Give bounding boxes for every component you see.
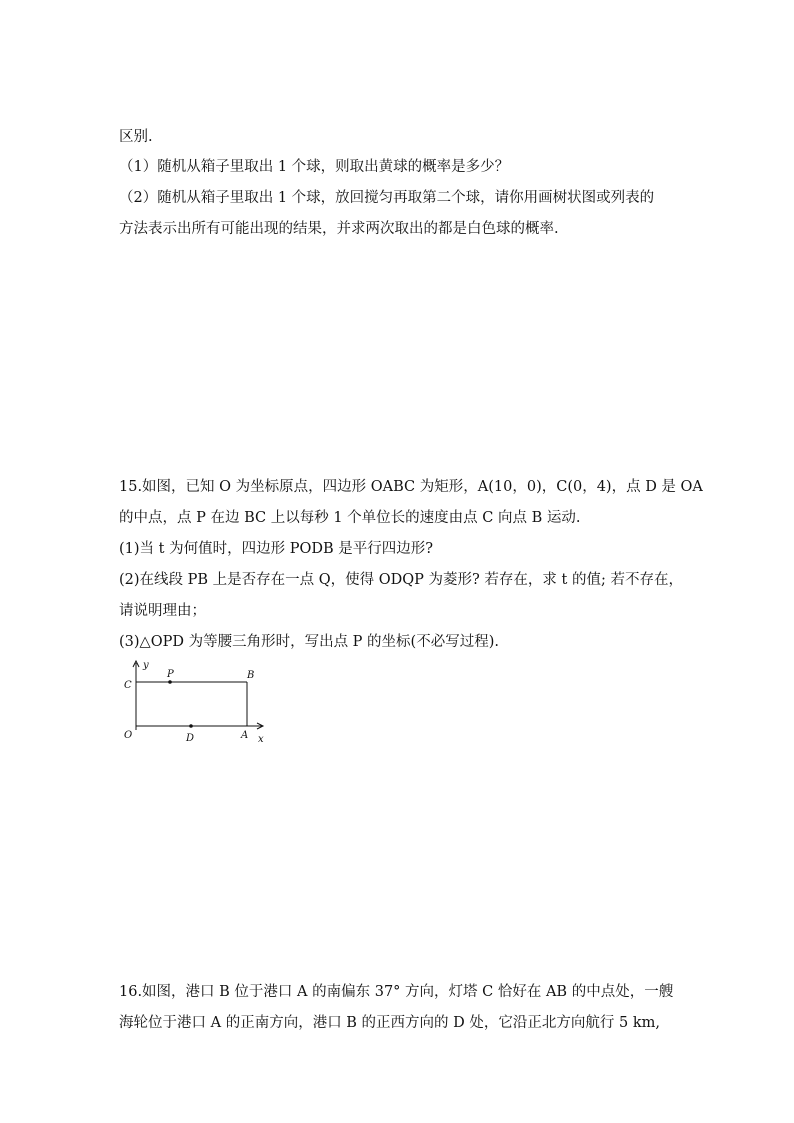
coordinate-diagram [119,658,269,750]
q14-part-2-line-1: （2）随机从箱子里取出 1 个球，放回搅匀再取第二个球，请你用画树状图或列表的 [119,190,655,206]
q14-part-2-line-2: 方法表示出所有可能出现的结果，并求两次取出的都是白色球的概率. [119,221,559,237]
q15-rectangle-figure [119,658,269,750]
q15-part-2-line-1: (2)在线段 PB 上是否存在一点 Q，使得 ODQP 为菱形? 若存在，求 t 的值; 若不存在， [119,572,683,588]
label-p: P [167,669,174,680]
label-b: B [247,670,255,681]
point-p [168,680,172,684]
q14-part-1: （1）随机从箱子里取出 1 个球，则取出黄球的概率是多少？ [119,159,510,175]
label-o: O [124,730,133,741]
q15-part-3: (3)△OPD 为等腰三角形时，写出点 P 的坐标(不必写过程). [119,634,499,650]
label-d: D [186,733,195,744]
point-d [189,724,193,728]
label-a: A [241,730,249,741]
q16-statement-line-2: 海轮位于港口 A 的正南方向，港口 B 的正西方向的 D 处，它沿正北方向航行 5 km, [119,1015,660,1031]
q15-statement-line-1: 15.如图，已知 O 为坐标原点，四边形 OABC 为矩形，A(10，0)，C(0，4)，点 D 是 OA [119,479,703,495]
q15-part-2-line-2: 请说明理由； [119,603,206,619]
q16-statement-line-1: 16.如图，港口 B 位于港口 A 的南偏东 37° 方向，灯塔 C 恰好在 AB 的中点处，一艘 [119,984,674,1000]
q15-part-1: (1)当 t 为何值时，四边形 PODB 是平行四边形? [119,541,434,557]
label-x: x [258,734,264,745]
q15-statement-line-2: 的中点，点 P 在边 BC 上以每秒 1 个单位长的速度由点 C 向点 B 运动. [119,510,581,526]
label-c: C [124,680,132,691]
label-y: y [143,660,149,671]
q14-text-line-1: 区别. [119,129,153,145]
